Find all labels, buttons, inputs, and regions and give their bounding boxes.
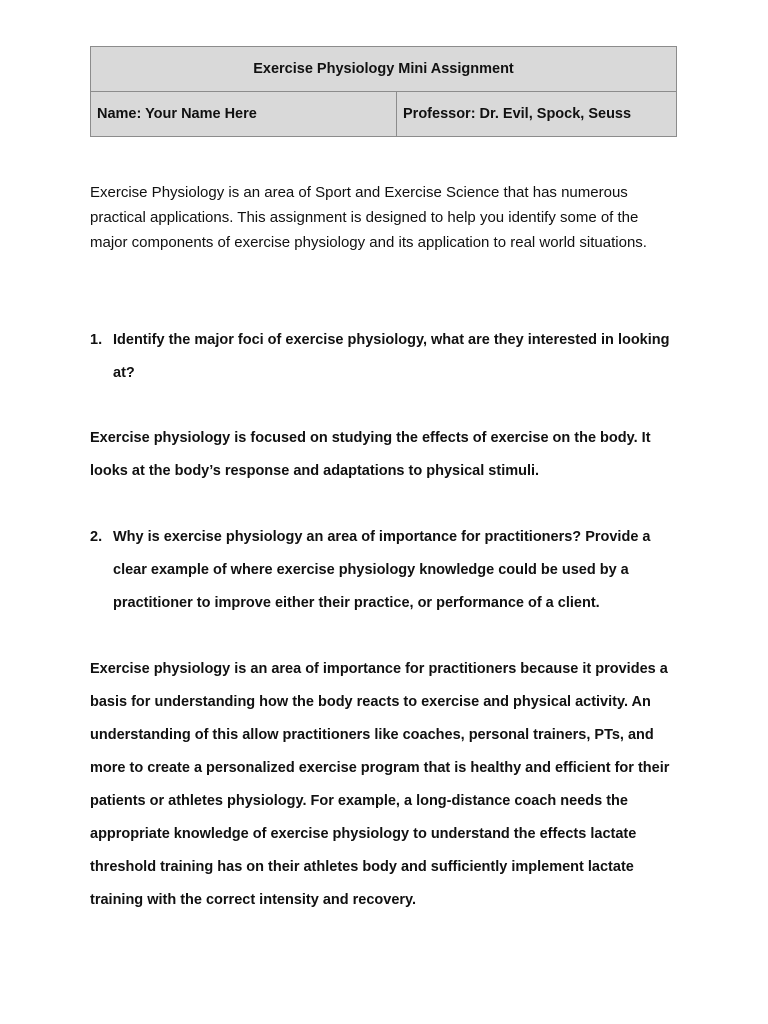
answer-1: Exercise physiology is focused on studying the effects of exercise on the body. It looks at the body’s response and adaptations to physical stimuli. (90, 430, 651, 479)
assignment-title: Exercise Physiology Mini Assignment (91, 47, 677, 92)
assignment-header-table (90, 46, 677, 137)
question-1 (90, 324, 682, 390)
intro-paragraph: Exercise Physiology is an area of Sport and Exercise Science that has numerous practical applications. This assignment is designed to help you identify some of the major components of exercise physiology and its application to real world situations. (90, 184, 647, 251)
question-number: 1. (90, 332, 103, 348)
answer-2: Exercise physiology is an area of importance for practitioners because it provides a basis for understanding how the body reacts to exercise and physical activity. An understanding of this allow practitioners like coaches, personal trainers, PTs, and more to create a personalized exercise program that is healthy and efficient for their patients or athletes physiology. For example, a long-distance coach needs the appropriate knowledge of exercise physiology to understand the effects lactate threshold training has on their athletes body and sufficiently implement lactate training with the correct intensity and recovery. (90, 661, 670, 908)
question-2 (90, 521, 682, 620)
professor-cell: Professor: Dr. Evil, Spock, Seuss (397, 92, 677, 137)
question-number: 2. (90, 529, 103, 545)
student-name-cell: Name: Your Name Here (91, 92, 397, 137)
question-text: Why is exercise physiology an area of importance for practitioners? Provide a clear example of where exercise physiology knowledge could be used by a practitioner to improve either their practice, or performance of a client. (113, 529, 651, 611)
question-text: Identify the major foci of exercise physiology, what are they interested in looking at? (113, 332, 670, 381)
